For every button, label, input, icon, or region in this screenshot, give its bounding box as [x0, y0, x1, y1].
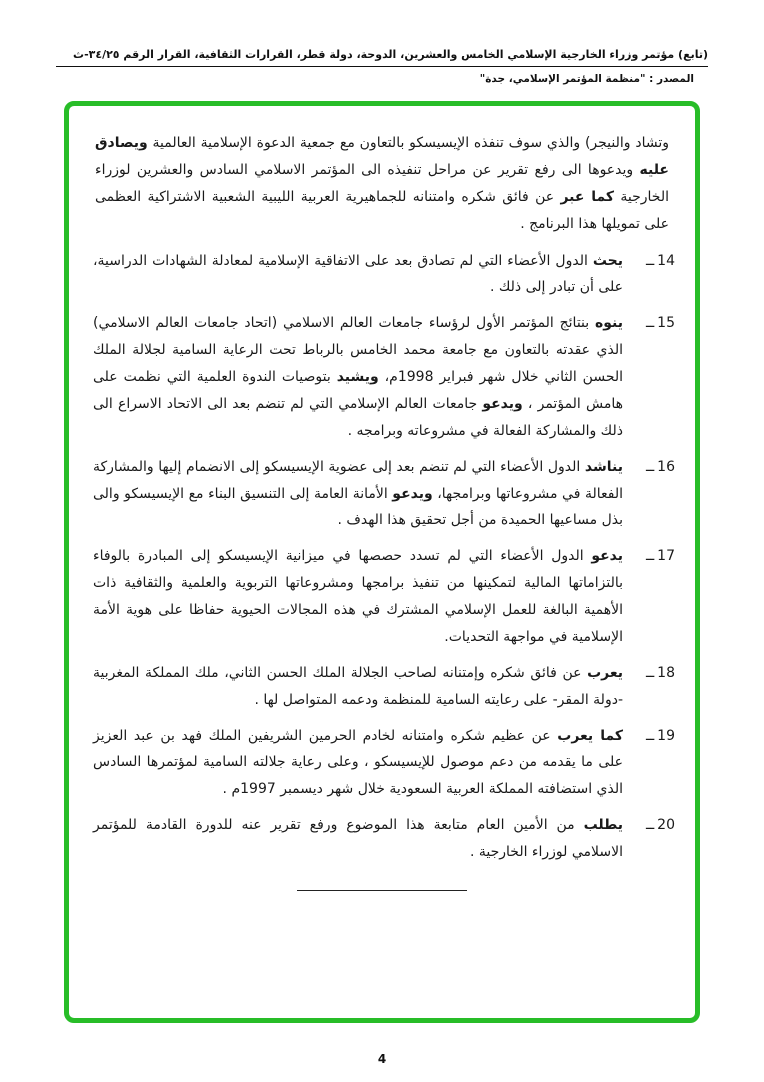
item-text: يدعو الدول الأعضاء التي لم تسدد حصصها في ميزانية الإيسيسكو إلى المبادرة بالوفاء بالتزاماتها المالية لتمكينها من تنفيذ برامجها ومشروعاتها التربوية والعلمية والثقافية ذات الأهمية البالغة للعمل الإسلامي المشترك في هذه المجالات الحيوية حفاظا على هوية الأمة الإسلامية في مواجهة التحديات.	[93, 548, 623, 645]
resolution-item-17	[89, 543, 675, 651]
source-value: "منظمة المؤتمر الإسلامي، جدة"	[479, 73, 646, 85]
item-text: يعرب عن فائق شكره وإمتنانه لصاحب الجلالة الملك الحسن الثاني، ملك المملكة المغربية -دولة المقر- على رعايته السامية للمنظمة ودعمه المتواصل لها .	[93, 664, 623, 708]
item-number: 16ــ	[645, 458, 675, 475]
item-number: 14ــ	[645, 252, 675, 269]
item-text: كما يعرب عن عظيم شكره وامتنانه لخادم الحرمين الشريفين الملك فهد بن عبد العزيز على ما يقدمه من دعم موصول للإيسيسكو ، وعلى رعاية جلالته السامية لمؤتمرها السادس الذي استضافته المملكة العربية السعودية خلال شهر ديسمبر 1997م .	[93, 727, 623, 798]
item-number: 15ــ	[645, 315, 675, 332]
item-text: ينوه بنتائج المؤتمر الأول لرؤساء جامعات العالم الاسلامي (اتحاد جامعات العالم الاسلامي) الذي عقدته بالتعاون مع جامعة محمد الخامس بالرباط تحت الرعاية السامية لجلالة الملك الحسن الثاني خلال شهر فبراير 1998م، ويشيد بتوصيات الندوة العلمية التي نظمت على هامش المؤتمر ، ويدعو جامعات العالم الإسلامي التي لم تنضم بعد الى الاتحاد الاسراع الى ذلك والمشاركة الفعالة في مشروعاته وبرامجه .	[93, 315, 624, 439]
resolution-item-14	[89, 248, 675, 302]
header-title: (تابع) مؤتمر وزراء الخارجية الإسلامي الخامس والعشرين، الدوحة، دولة قطر، القرارات الثقافية، القرار الرقم ٣٤/٢٥-ث	[73, 48, 708, 61]
resolution-item-16	[89, 454, 675, 535]
document-header	[0, 0, 764, 85]
item-number: 18ــ	[645, 664, 675, 681]
resolution-items	[89, 248, 675, 866]
resolution-item-20	[89, 812, 675, 866]
item-number: 17ــ	[645, 548, 675, 565]
item-number: 20ــ	[645, 817, 675, 834]
bottom-divider	[297, 890, 467, 891]
source-label: المصدر :	[649, 73, 694, 85]
resolution-box	[64, 101, 700, 1023]
item-text: يحث الدول الأعضاء التي لم تصادق بعد على الاتفاقية الإسلامية لمعادلة الشهادات الدراسية، على أن تبادر إلى ذلك .	[93, 252, 623, 296]
resolution-item-19	[89, 723, 675, 804]
item-text: يطلب من الأمين العام متابعة هذا الموضوع ورفع تقرير عنه للدورة القادمة للمؤتمر الاسلامي لوزراء الخارجية .	[93, 817, 623, 860]
resolution-item-18	[89, 660, 675, 714]
item-number: 19ــ	[645, 727, 675, 744]
item-text: يناشد الدول الأعضاء التي لم تنضم بعد إلى عضوية الإيسيسكو إلى الانضمام إليها والمشاركة الفعالة في مشروعاتها وبرامجها، ويدعو الأمانة العامة إلى التنسيق البناء مع الإيسيسكو والى بذل مساعيها الحميدة من أجل تحقيق هذا الهدف .	[93, 458, 623, 529]
resolution-item-15	[89, 310, 675, 444]
page-number: 4	[377, 1052, 387, 1066]
intro-paragraph: وتشاد والنيجر) والذي سوف تنفذه الإيسيسكو بالتعاون مع جمعية الدعوة الإسلامية العالمية ويصادق عليه ويدعوها الى رفع تقرير عن مراحل تنفيذه الى المؤتمر الاسلامي السادس والعشرين لوزراء الخارجية كما عبر عن فائق شكره وامتنانه للجماهيرية العربية الليبية الشعبية الاشتراكية العظمى على تمويلها هذا البرنامج .	[95, 135, 669, 232]
source-line	[56, 73, 694, 85]
header-rule	[56, 66, 708, 67]
